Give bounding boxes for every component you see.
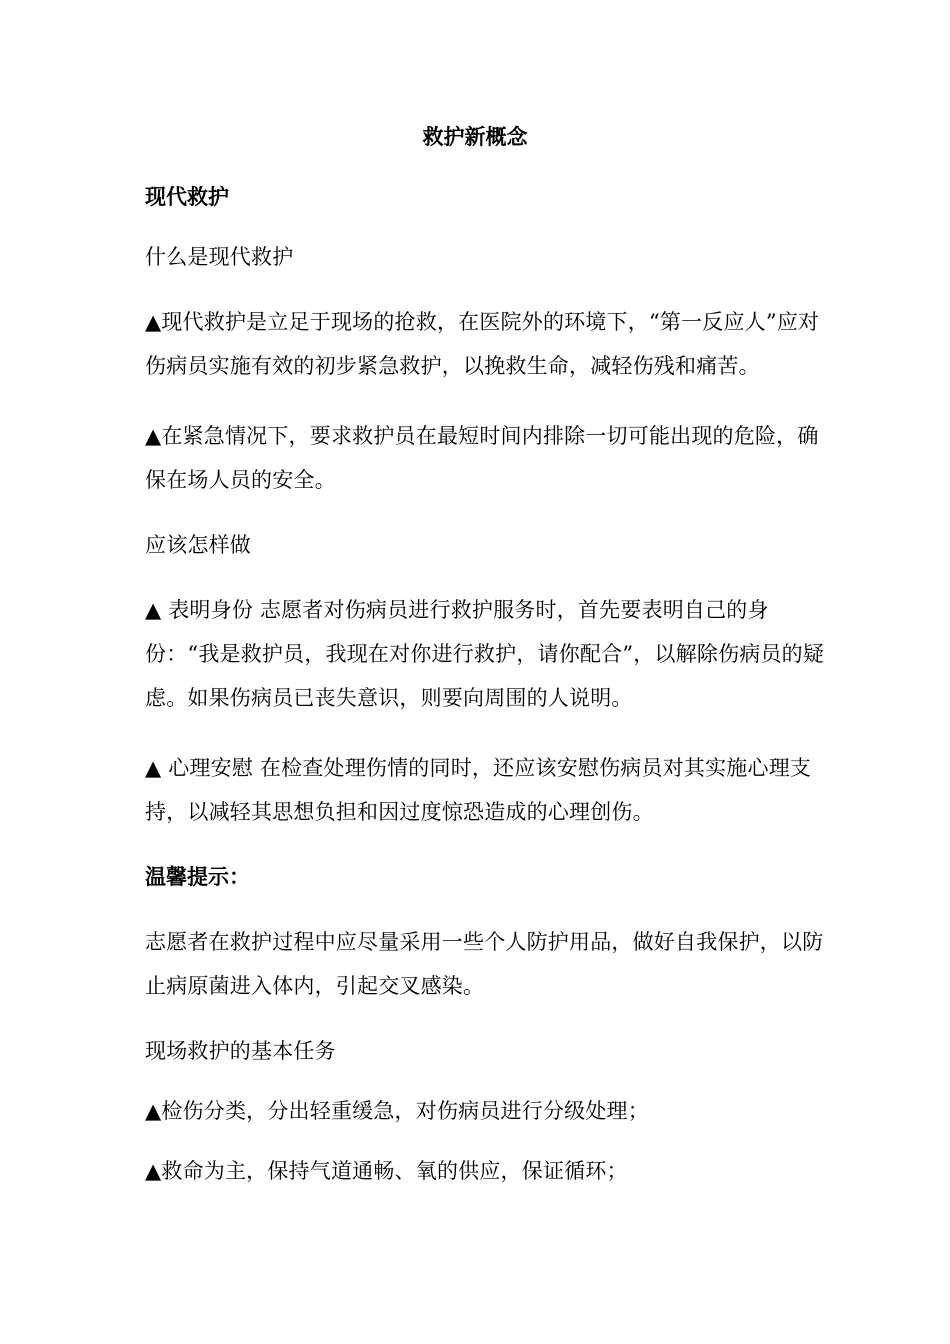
paragraph-show-identity: ▲ 表明身份 志愿者对伤病员进行救护服务时，首先要表明自己的身份：“我是救护员，我现在对你进行救护，请你配合”，以解除伤病员的疑虑。如果伤病员已丧失意识，则要向周围的人说明。	[145, 598, 825, 710]
paragraph-eliminate-danger: ▲在紧急情况下，要求救护员在最短时间内排除一切可能出现的危险，确保在场人员的安全。	[145, 424, 819, 492]
subheading-what-is-modern-rescue: 什么是现代救护	[145, 245, 294, 269]
paragraph-personal-protection: 志愿者在救护过程中应尽量采用一些个人防护用品，做好自我保护，以防止病原菌进入体内，引起交叉感染。	[145, 930, 824, 998]
list-item-triage: ▲检伤分类，分出轻重缓急，对伤病员进行分级处理；	[145, 1099, 649, 1123]
subheading-basic-tasks: 现场救护的基本任务	[145, 1039, 336, 1063]
section-heading-modern-rescue: 现代救护	[145, 184, 229, 209]
subheading-how-to-do: 应该怎样做	[145, 533, 251, 557]
document-title: 救护新概念	[422, 124, 528, 149]
section-heading-warm-tips: 温馨提示：	[145, 864, 250, 889]
paragraph-psychological-comfort: ▲ 心理安慰 在检查处理伤情的同时，还应该安慰伤病员对其实施心理支持，以减轻其思想负担和因过度惊恐造成的心理创伤。	[145, 756, 812, 824]
document-body	[145, 120, 825, 1214]
list-item-save-life: ▲救命为主，保持气道通畅、氧的供应，保证循环；	[145, 1159, 628, 1183]
paragraph-modern-rescue-definition: ▲现代救护是立足于现场的抢救，在医院外的环境下，“第一反应人”应对伤病员实施有效的初步紧急救护，以挽救生命，减轻伤残和痛苦。	[145, 310, 820, 378]
